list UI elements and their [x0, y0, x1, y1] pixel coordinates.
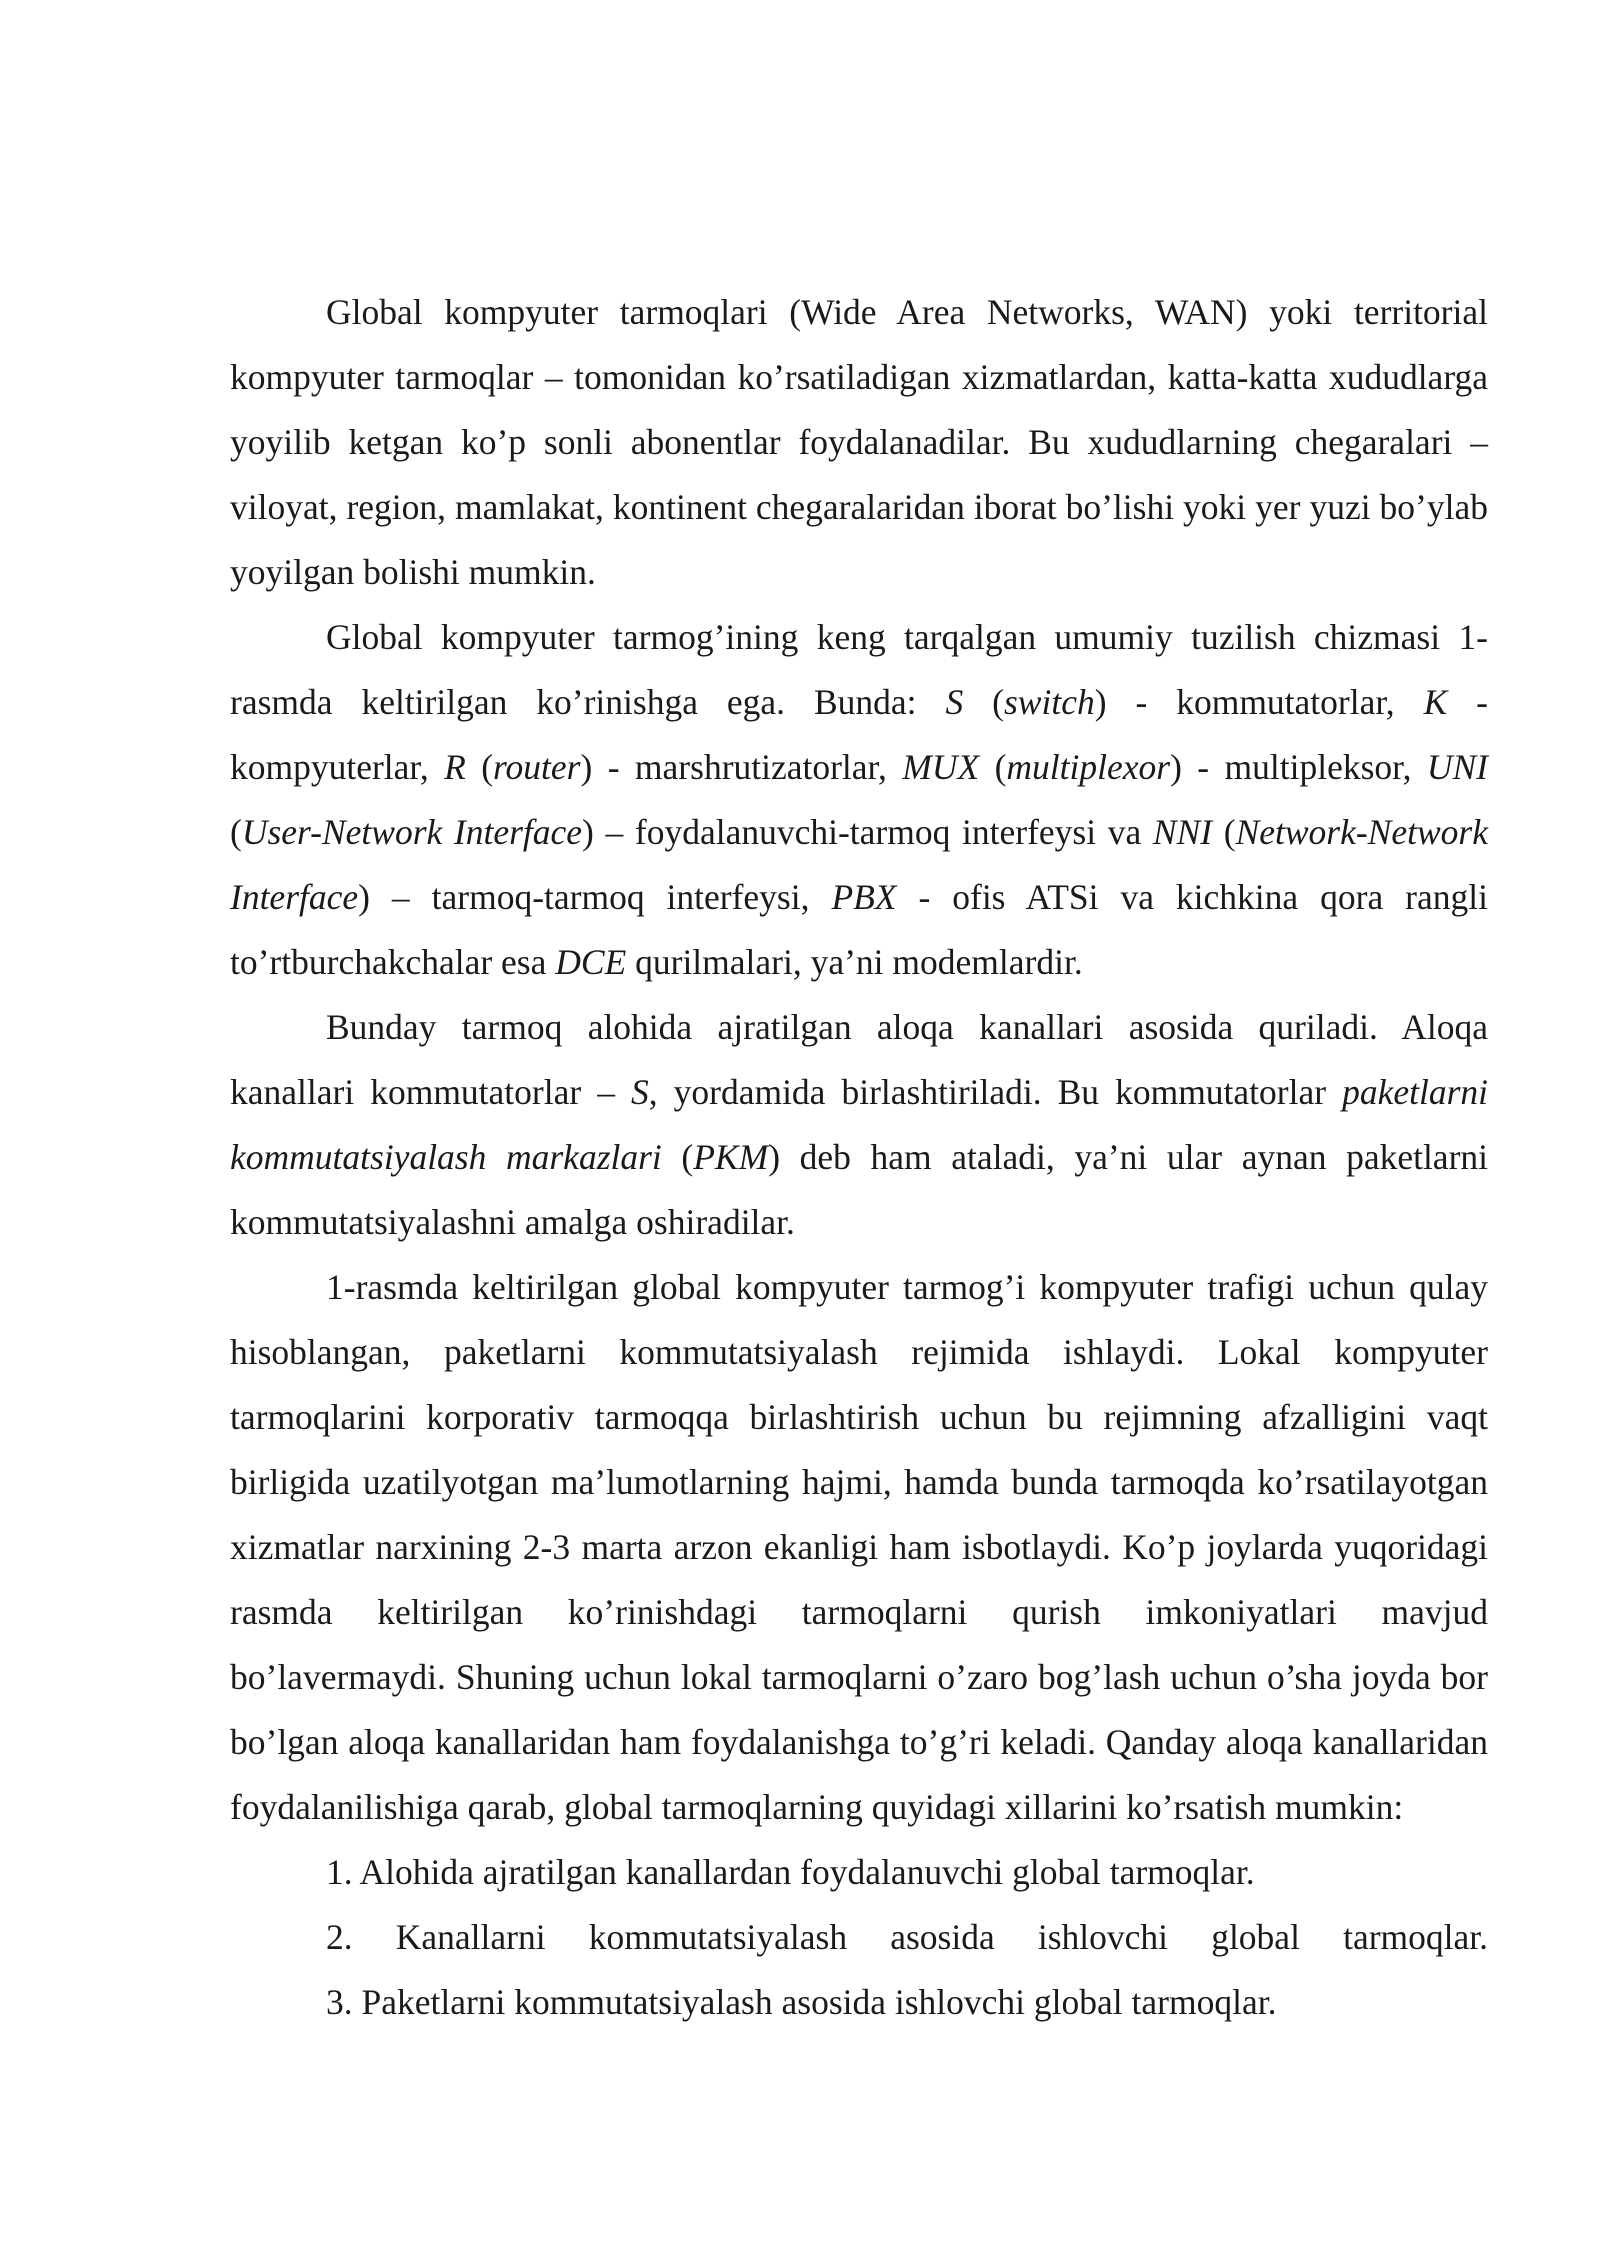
paragraph-1 — [230, 280, 1488, 605]
paragraph-text: ( — [230, 812, 242, 852]
italic-term: paketlarni kommutatsiyalash markazlari — [230, 1072, 1488, 1177]
paragraph-text: ) - kommutatorlar, — [1094, 682, 1424, 722]
list-item-1: 1. Alohida ajratilgan kanallardan foydalanuvchi global tarmoqlar. — [326, 1852, 1255, 1892]
list-item-3: 3. Paketlarni kommutatsiyalash asosida ishlovchi global tarmoqlar. — [326, 1982, 1277, 2022]
paragraph-text: ( — [963, 682, 1004, 722]
italic-term: K — [1423, 682, 1448, 722]
document-page — [230, 280, 1488, 2035]
paragraph-text: ( — [661, 1137, 694, 1177]
italic-term: User-Network Interface — [241, 812, 583, 852]
paragraph-text: 1-rasmda keltirilgan global kompyuter tarmog’i kompyuter trafigi uchun qulay hisoblangan, paketlarni kommutatsiyalash rejimida ishlaydi. Lokal kompyuter tarmoqlarini korporativ tarmoqqa birlashtirish uchun bu rejimning afzalligini vaqt birligida uzatilyotgan ma’lumotlarning hajmi, hamda bunda tarmoqda ko’rsatilayotgan xizmatlar narxining 2-3 marta arzon ekanligi ham isbotlaydi. Ko’p joylarda yuqoridagi rasmda keltirilgan ko’rinishdagi tarmoqlarni qurish imkoniyatlari mavjud bo’lavermaydi. Shuning uchun lokal tarmoqlarni o’zaro bog’lash uchun o’sha joyda bor bo’lgan aloqa kanallaridan ham foydalanishga to’g’ri keladi. Qanday aloqa kanallaridan foydalanilishiga qarab, global tarmoqlarning quyidagi xillarini ko’rsatish mumkin: — [230, 1267, 1488, 1827]
paragraph-text: ) - multipleksor, — [1170, 747, 1427, 787]
italic-term: UNI — [1426, 747, 1488, 787]
paragraph-text: qurilmalari, ya’ni modemlardir. — [626, 942, 1083, 982]
paragraph-text: ( — [465, 747, 494, 787]
paragraph-4 — [230, 1255, 1488, 1840]
italic-term: multiplexor — [1006, 747, 1171, 787]
italic-term: PBX — [831, 877, 897, 917]
paragraph-text: ) deb ham ataladi, ya’ni ular aynan paketlarni kommutatsiyalashni amalga oshiradilar. — [230, 1137, 1488, 1242]
paragraph-3 — [230, 995, 1488, 1255]
paragraph-text: ) – tarmoq-tarmoq interfeysi, — [358, 877, 832, 917]
paragraph-2 — [230, 605, 1488, 995]
paragraph-text: - ofis ATSi va kichkina qora rangli to’rtburchakchalar esa — [230, 877, 1488, 982]
paragraph-text: , yordamida birlashtiriladi. Bu kommutatorlar — [648, 1072, 1343, 1112]
italic-term: PKM — [693, 1137, 769, 1177]
italic-term: NNI — [1152, 812, 1213, 852]
italic-term: S — [630, 1072, 649, 1112]
italic-term: R — [444, 747, 466, 787]
italic-term: MUX — [902, 747, 980, 787]
paragraph-text: - kompyuterlar, — [230, 682, 1489, 787]
paragraph-text: ) - marshrutizatorlar, — [580, 747, 903, 787]
paragraph-text: Bunday tarmoq alohida ajratilgan aloqa kanallari asosida quriladi. Aloqa kanallari kommutatorlar – — [230, 1007, 1488, 1112]
italic-term: router — [493, 747, 581, 787]
paragraph-text: ( — [1212, 812, 1236, 852]
list-item-2: 2. Kanallarni kommutatsiyalash asosida ishlovchi global tarmoqlar. — [326, 1917, 1488, 1957]
paragraph-text: ) – foydalanuvchi-tarmoq interfeysi va — [582, 812, 1153, 852]
italic-term: DCE — [555, 942, 627, 982]
paragraph-text: ( — [979, 747, 1007, 787]
italic-term: switch — [1003, 682, 1095, 722]
italic-term: S — [945, 682, 964, 722]
paragraph-text: Global kompyuter tarmoqlari (Wide Area Networks, WAN) yoki territorial kompyuter tarmoqlar – tomonidan ko’rsatiladigan xizmatlardan, katta-katta xududlarga yoyilib ketgan ko’p sonli abonentlar foydalanadilar. Bu xududlarning chegaralari – viloyat, region, mamlakat, kontinent chegaralaridan iborat bo’lishi yoki yer yuzi bo’ylab yoyilgan bolishi mumkin. — [230, 292, 1488, 592]
italic-term: Network-Network Interface — [230, 812, 1488, 917]
paragraph-text: Global kompyuter tarmog’ining keng tarqalgan umumiy tuzilish chizmasi 1-rasmda keltirilgan ko’rinishga ega. Bunda: — [230, 617, 1488, 722]
